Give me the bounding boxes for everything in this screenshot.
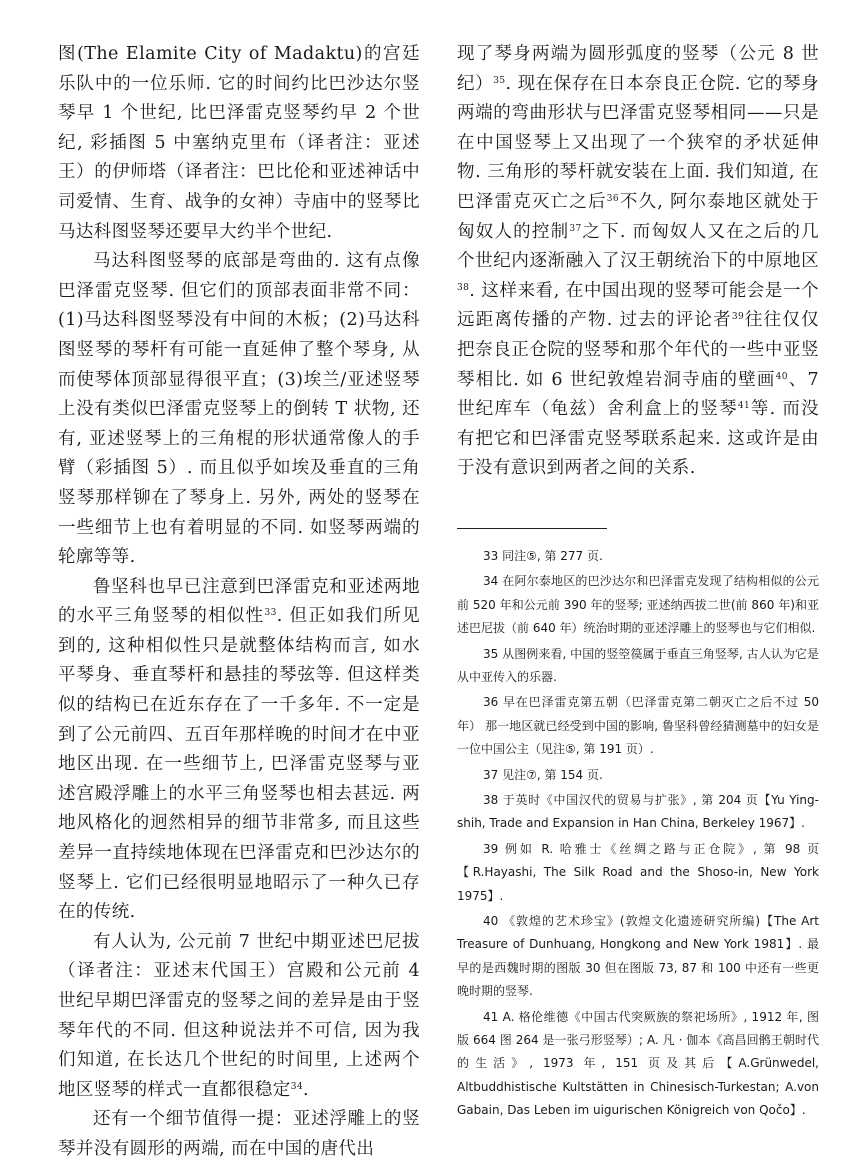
left-column [58,40,420,1165]
paragraph-text: . 这样来看, 在中国出现的竖琴可能会是一个远距离传播的产物. 过去的评论者 [457,280,819,331]
footnote: 36 早在巴泽雷克第五朝（巴泽雷克第二朝灭亡之后不过 50 年） 那一地区就已经受到中国的影响, 鲁坚科曾经猜测墓中的妇女是一位中国公主（见注⑤, 第 191 页）. [457,695,819,757]
body-paragraph [58,40,420,247]
footnote: 40 《敦煌的艺术珍宝》(敦煌文化遗迹研究所编)【The Art Treasure of Dunhuang, Hongkong and New York 1981】. 最早的是西魏时期的图版 30 但在图版 73, 87 和 100 中还有一些更晚时期的竖琴. [457,914,819,999]
footnote: 38 于英时《中国汉代的贸易与扩张》, 第 204 页【Yu Ying-shih, Trade and Expansion in Han China, Berkeley 1967】. [457,792,819,831]
footnote-ref[interactable]: 37 [569,223,582,234]
paragraph-text: 、7 世纪库车（龟兹）舍利盒上的竖琴 [457,369,819,420]
footnote: 39 例如 R. 哈雅士《丝绸之路与正仓院》, 第 98 页【R.Hayashi, The Silk Road and the Shoso-in, New York 1975】. [457,841,819,903]
footnote: 34 在阿尔泰地区的巴沙达尔和巴泽雷克发现了结构相似的公元前 520 年和公元前 390 年的竖琴; 亚述纳西拔二世(前 860 年)和亚述巴尼拔（前 640 年）统治时期的亚述浮雕上的竖琴也与它们相似. [457,574,819,636]
footnote-divider [457,528,607,529]
paragraph-text: . [302,1079,309,1100]
paragraph-text: 现了琴身两端为圆形弧度的竖琴（公元 8 世纪） [457,44,819,94]
footnote: 37 见注⑦, 第 154 页. [483,767,603,782]
footnote: 33 同注⑤, 第 277 页. [483,548,603,563]
footnote: 35 从图例来看, 中国的竖箜篌属于垂直三角竖琴, 古人认为它是从中亚传入的乐器. [457,646,819,684]
paragraph-text: 有人认为, 公元前 7 世纪中期亚述巴尼拔（译者注：亚述末代国王）宫殿和公元前 4 世纪早期巴泽雷克的竖琴之间的差异是由于竖琴年代的不同. 但这种说法并不可信, 因为我们知道, 在长达几个世纪的时间里, 上述两个地区竖琴的样式一直都很稳定 [58,931,420,1100]
footnote: 41 A. 格伦维德《中国古代突厥族的祭祀场所》, 1912 年, 图版 664 图 264 是一张弓形竖琴）; A. 凡 · 伽本《高昌回鹘王朝时代的生活》, 1973 年, 151 页及其后【A.Grünwedel, Altbuddhistische Kultstätten in Chinesisch-Turkestan; A.von Gabain, Das Leben im uigurischen Königreich von Qočo】. [457,1009,819,1118]
paragraph-text: 马达科图竖琴的底部是弯曲的. 这有点像巴泽雷克竖琴. 但它们的顶部表面非常不同：(1)马达科图竖琴没有中间的木板；(2)马达科图竖琴的琴杆有可能一直延伸了整个琴身, 从而使琴体顶部显得很平直；(3)埃兰/亚述竖琴上没有类似巴泽雷克竖琴上的倒转 T 状物, 还有, 亚述竖琴上的三角棍的形状通常像人的手臂（彩插图 5）. 而且似乎如埃及垂直的三角竖琴那样铆在了琴身上. 另外, 两处的竖琴在一些细节上也有着明显的不同. 如竖琴两端的轮廓等等. [58,251,420,568]
footnote-ref[interactable]: 40 [775,371,788,382]
footnotes [457,545,819,1123]
paragraph-text: 图(The Elamite City of Madaktu)的宫廷乐队中的一位乐师. 它的时间约比巴沙达尔竖琴早 1 个世纪, 比巴泽雷克竖琴约早 2 个世纪, 彩插图 5 中塞纳克里布（译者注：亚述王）的伊师塔（译者注：巴比伦和亚述神话中司爱情、生育、战争的女神）寺庙中的竖琴比马达科图竖琴还要早大约半个世纪. [58,44,420,242]
paragraph-text: 还有一个细节值得一提：亚述浮雕上的竖琴并没有圆形的两端, 而在中国的唐代出 [58,1109,420,1159]
body-paragraph [58,928,420,1106]
footnote-ref[interactable]: 34 [290,1081,303,1092]
footnote-ref[interactable]: 41 [737,401,751,412]
right-column [457,40,819,1123]
footnote-ref[interactable]: 33 [264,608,277,619]
paragraph-text: 等. 而没有把它和巴泽雷克竖琴联系起来. 这或许是由于没有意识到两者之间的关系. [457,399,819,479]
footnote-ref[interactable]: 38 [457,282,470,293]
paragraph-text: . 但正如我们所见到的, 这种相似性只是就整体结构而言, 如水平琴身、垂直琴杆和悬挂的琴弦等. 但这样类似的结构已在近东存在了一千多年. 不一定是到了公元前四、五百年那样晚的时间才在中亚地区出现. 在一些细节上, 巴泽雷克竖琴与亚述宫殿浮雕上的水平三角竖琴也相去甚远. 两地风格化的迥然相异的细节非常多, 而且这些差异一直持续地体现在巴泽雷克和巴沙达尔的竖琴上. 它们已经很明显地昭示了一种久已存在的传统. [58,606,420,923]
footnote-ref[interactable]: 35 [493,75,506,86]
paragraph-text: 鲁坚科也早已注意到巴泽雷克和亚述两地的水平三角竖琴的相似性 [58,576,420,627]
paragraph-text: 之下. 而匈奴人又在之后的几个世纪内逐渐融入了汉王朝统治下的中原地区 [457,221,819,272]
footnote-ref[interactable]: 39 [731,312,745,323]
body-paragraph [58,1105,420,1164]
footnote-ref[interactable]: 36 [606,193,620,204]
body-paragraph [457,40,819,484]
body-paragraph [58,573,420,928]
paragraph-text: 不久, 阿尔泰地区就处于匈奴人的控制 [457,191,819,242]
paragraph-text: . 现在保存在日本奈良正仓院. 它的琴身两端的弯曲形状与巴泽雷克竖琴相同——只是在中国竖琴上又出现了一个狭窄的矛状延伸物. 三角形的琴杆就安装在上面. 我们知道, 在巴泽雷克灭亡之后 [457,73,819,212]
paragraph-text: 往往仅仅把奈良正仓院的竖琴和那个年代的一些中亚竖琴相比. 如 6 世纪敦煌岩洞寺庙的壁画 [457,310,819,390]
body-paragraph [58,247,420,573]
